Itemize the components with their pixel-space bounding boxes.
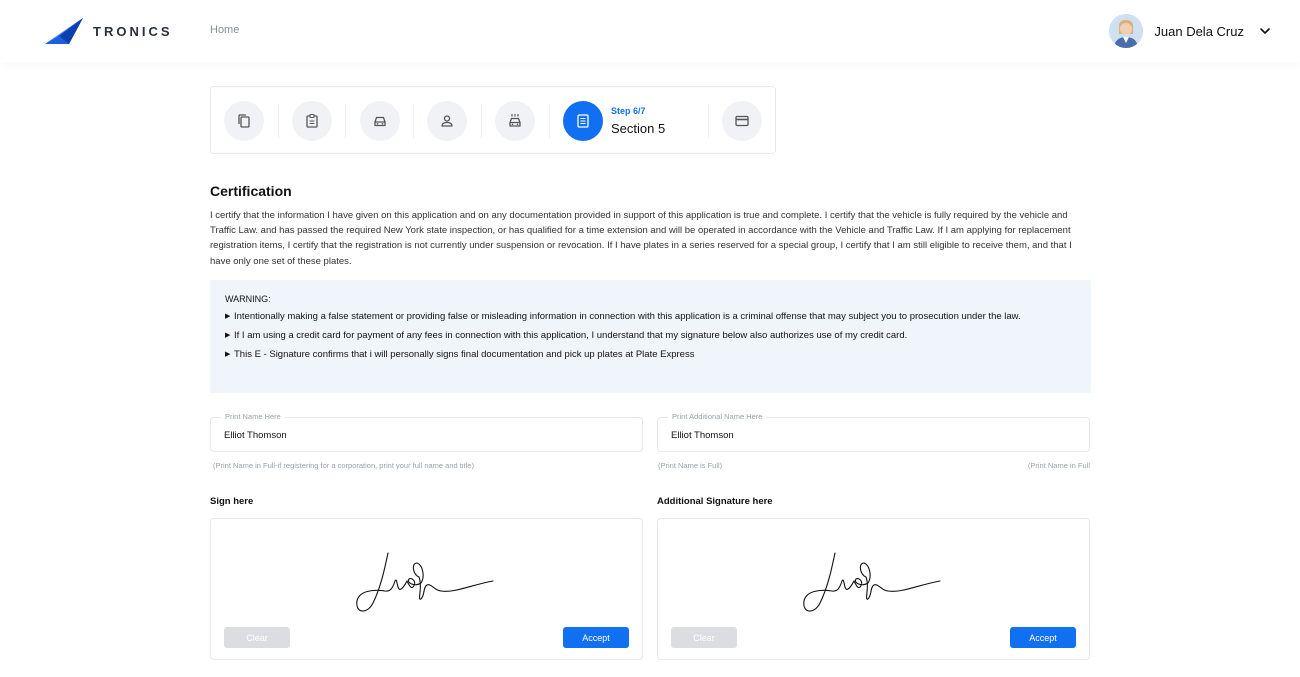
step-4-button[interactable] — [427, 101, 467, 141]
warning-item-text: This E - Signature confirms that i will personally signs final documentation and pick up plates at Plate Express — [234, 349, 695, 360]
step-5-button[interactable] — [495, 101, 535, 141]
step-divider — [481, 104, 482, 138]
warning-title: WARNING: — [225, 294, 271, 304]
additional-name-input[interactable] — [658, 418, 1089, 451]
step-divider — [278, 104, 279, 138]
chevron-down-icon[interactable] — [1258, 24, 1272, 38]
step-3-button[interactable] — [360, 101, 400, 141]
nav-home-link[interactable]: Home — [210, 24, 240, 36]
print-name-hint: (Print Name in Full-if registering for a corporation, print your full name and title) — [213, 461, 474, 470]
step-6-button-active[interactable] — [563, 101, 603, 141]
car-icon — [372, 113, 388, 129]
warning-item-text: Intentionally making a false statement or providing false or misleading information in connection with this application is a criminal offense that may subject you to prosecution under the law. — [234, 311, 1021, 322]
credit-card-icon — [734, 113, 750, 129]
additional-name-label: Print Additional Name Here — [668, 412, 766, 421]
warning-item — [225, 328, 1076, 343]
additional-name-field — [657, 412, 1090, 452]
step-divider — [708, 104, 709, 138]
print-name-input[interactable] — [211, 418, 642, 451]
person-icon — [439, 113, 455, 129]
top-navigation-bar — [0, 0, 1300, 62]
user-name: Juan Dela Cruz — [1154, 23, 1244, 39]
current-step-caption — [611, 106, 665, 136]
avatar — [1109, 14, 1143, 48]
additional-accept-button[interactable]: Accept — [1010, 627, 1076, 648]
brand-logo[interactable] — [45, 18, 173, 44]
certification-text: I certify that the information I have given on this application and on any documentation provided in support of this application is true and complete. I certify that the vehicle is fully required by the vehicle and Traffic Law. and has passed the required New York state inspection, or has qualified for a time extension and will be operated in accordance with the Vehicle and Traffic Law. If I am applying for replacement registration items, I certify that the registration is not currently under suspension or revocation. If I have plates in a series reserved for a special group, I certify that I am still eligible to receive them, and that I have only one set of these plates. — [210, 210, 1072, 267]
clear-button[interactable]: Clear — [224, 627, 290, 648]
additional-signature-label: Additional Signature here — [657, 496, 773, 507]
signature-drawing — [798, 547, 948, 615]
step-1-button[interactable] — [224, 101, 264, 141]
accept-button[interactable]: Accept — [563, 627, 629, 648]
warning-box — [210, 280, 1091, 393]
user-menu[interactable] — [1109, 14, 1272, 48]
step-2-button[interactable] — [292, 101, 332, 141]
print-name-label: Print Name Here — [221, 412, 285, 421]
additional-name-hint-left: (Print Name is Full) — [658, 461, 723, 470]
car-wash-icon — [507, 113, 523, 129]
step-divider — [549, 104, 550, 138]
brand-name: TRONICS — [93, 23, 173, 39]
step-7-button[interactable] — [722, 101, 762, 141]
additional-name-hint-right: (Print Name in Full — [1027, 461, 1090, 470]
clipboard-icon — [304, 113, 320, 129]
step-divider — [413, 104, 414, 138]
warning-item — [225, 347, 1076, 362]
copy-icon — [236, 113, 252, 129]
sign-here-label: Sign here — [210, 496, 254, 507]
signature-drawing — [351, 547, 501, 615]
certification-title: Certification — [210, 183, 292, 199]
signature-pad[interactable] — [210, 518, 643, 660]
warning-item — [225, 309, 1076, 324]
bullet-triangle-icon: ▶ — [225, 351, 231, 358]
step-number: Step 6/7 — [611, 106, 646, 116]
step-progress — [210, 86, 776, 154]
bullet-triangle-icon: ▶ — [225, 332, 231, 339]
step-divider — [345, 104, 346, 138]
print-name-field — [210, 412, 643, 452]
document-icon — [575, 113, 591, 129]
step-title: Section 5 — [611, 121, 666, 136]
bullet-triangle-icon: ▶ — [225, 313, 231, 320]
paper-plane-logo-icon — [45, 18, 83, 44]
additional-clear-button[interactable]: Clear — [671, 627, 737, 648]
additional-signature-pad[interactable] — [657, 518, 1090, 660]
warning-item-text: If I am using a credit card for payment of any fees in connection with this application, I understand that my signature below also authorizes use of my credit card. — [234, 330, 908, 341]
